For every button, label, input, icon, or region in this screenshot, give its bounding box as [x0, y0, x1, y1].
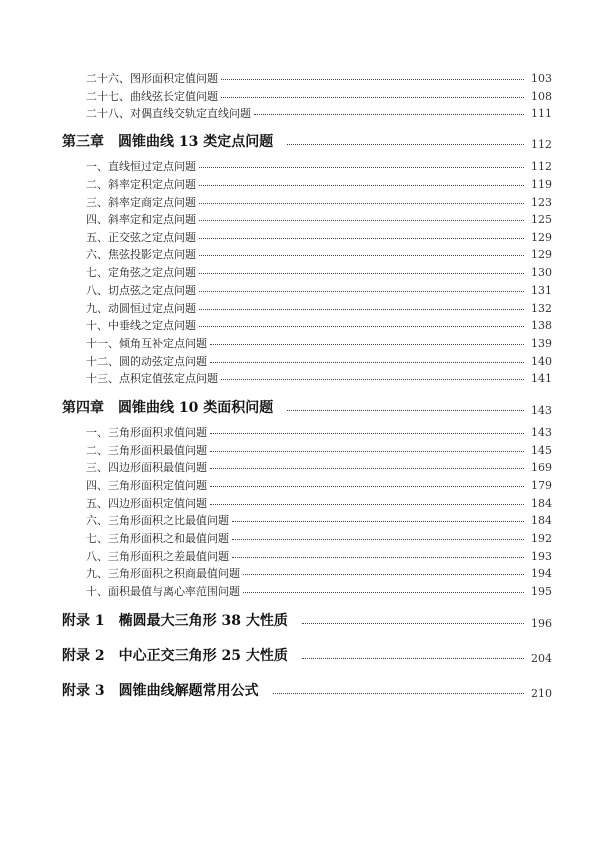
- dot-leader: [199, 255, 524, 256]
- toc-entry[interactable]: [86, 317, 552, 333]
- toc-entry-label: 三、斜率定商定点问题: [86, 196, 196, 209]
- toc-page-number: 131: [531, 283, 552, 297]
- toc-entry-label: 八、三角形面积之差最值问题: [86, 550, 229, 563]
- dot-leader: [210, 486, 524, 487]
- toc-entry[interactable]: [86, 229, 552, 245]
- toc-entry[interactable]: [86, 88, 552, 104]
- toc-entry-label: 九、三角形面积之积商最值问题: [86, 567, 240, 580]
- toc-entry-label: 七、三角形面积之和最值问题: [86, 532, 229, 545]
- dot-leader: [210, 468, 524, 469]
- toc-entry-label: 十三、点积定值弦定点问题: [86, 372, 218, 385]
- dot-leader: [199, 291, 524, 292]
- toc-page-number: 194: [531, 566, 552, 580]
- dot-leader: [243, 592, 524, 593]
- toc-entry-label: 四、三角形面积定值问题: [86, 479, 207, 492]
- toc-entry[interactable]: [86, 370, 552, 386]
- toc-entry-label: 十一、倾角互补定点问题: [86, 337, 207, 350]
- toc-entry-label: 二十七、曲线弦长定值问题: [86, 90, 218, 103]
- dot-leader: [199, 167, 524, 168]
- toc-entry-label: 一、三角形面积求值问题: [86, 426, 207, 439]
- toc-appendix-heading[interactable]: [62, 610, 552, 630]
- dot-leader: [199, 203, 524, 204]
- dot-leader: [210, 362, 524, 363]
- toc-entry[interactable]: [86, 105, 552, 121]
- toc-entry-label: 六、焦弦投影定点问题: [86, 248, 196, 261]
- toc-entry[interactable]: [86, 158, 552, 174]
- dot-leader: [221, 97, 524, 98]
- toc-page-number: 103: [531, 71, 552, 85]
- toc-entry[interactable]: [86, 583, 552, 599]
- toc-page-number: 195: [531, 584, 552, 598]
- toc-entry[interactable]: [86, 300, 552, 316]
- toc-entry[interactable]: [86, 548, 552, 564]
- toc-entry-label: 二、三角形面积最值问题: [86, 444, 207, 457]
- toc-page-number: 138: [531, 318, 552, 332]
- toc-page-number: 193: [531, 549, 552, 563]
- toc-page-number: 129: [531, 230, 552, 244]
- toc-entry-label: 五、四边形面积定值问题: [86, 497, 207, 510]
- appendix-title: 附录 2 中心正交三角形 25 大性质: [62, 648, 288, 664]
- toc-page-number: 210: [531, 686, 552, 700]
- toc-entry-label: 九、动圆恒过定点问题: [86, 302, 196, 315]
- dot-leader: [199, 309, 524, 310]
- toc-page-number: 119: [531, 177, 552, 191]
- dot-leader: [210, 504, 524, 505]
- toc-entry-label: 二十六、图形面积定值问题: [86, 72, 218, 85]
- toc-entry[interactable]: [86, 565, 552, 581]
- toc-entry[interactable]: [86, 335, 552, 351]
- toc-entry[interactable]: [86, 211, 552, 227]
- appendix-title: 附录 3 圆锥曲线解题常用公式: [62, 683, 259, 699]
- toc-entry[interactable]: [86, 194, 552, 210]
- toc-entry-label: 七、定角弦之定点问题: [86, 266, 196, 279]
- toc-page-number: 139: [531, 336, 552, 350]
- toc-entry[interactable]: [86, 530, 552, 546]
- toc-page-number: 108: [531, 89, 552, 103]
- dot-leader: [254, 114, 524, 115]
- toc-entry-label: 四、斜率定和定点问题: [86, 213, 196, 226]
- toc-entry[interactable]: [86, 353, 552, 369]
- chapter-title: 第四章 圆锥曲线 10 类面积问题: [62, 400, 274, 416]
- dot-leader: [302, 658, 524, 659]
- toc-appendix-heading[interactable]: [62, 645, 552, 665]
- dot-leader: [199, 273, 524, 274]
- dot-leader: [287, 144, 524, 145]
- dot-leader: [221, 79, 524, 80]
- toc-entry-label: 一、直线恒过定点问题: [86, 160, 196, 173]
- toc-entry[interactable]: [86, 176, 552, 192]
- dot-leader: [232, 557, 524, 558]
- dot-leader: [210, 433, 524, 434]
- toc-entry[interactable]: [86, 477, 552, 493]
- toc-entry-label: 二、斜率定积定点问题: [86, 178, 196, 191]
- toc-entry[interactable]: [86, 442, 552, 458]
- toc-entry[interactable]: [86, 495, 552, 511]
- dot-leader: [243, 574, 524, 575]
- toc-page-number: 179: [531, 478, 552, 492]
- toc-entry-label: 六、三角形面积之比最值问题: [86, 514, 229, 527]
- toc-page-number: 112: [531, 137, 552, 151]
- dot-leader: [199, 238, 524, 239]
- toc-page-number: 140: [531, 354, 552, 368]
- dot-leader: [210, 451, 524, 452]
- toc-entry[interactable]: [86, 424, 552, 440]
- toc-page-number: 143: [531, 425, 552, 439]
- toc-page-number: 145: [531, 443, 552, 457]
- toc-entry[interactable]: [86, 512, 552, 528]
- dot-leader: [302, 623, 524, 624]
- dot-leader: [199, 326, 524, 327]
- dot-leader: [199, 185, 524, 186]
- toc-entry-label: 八、切点弦之定点问题: [86, 284, 196, 297]
- toc-page-number: 125: [531, 212, 552, 226]
- toc-page-number: 141: [531, 371, 552, 385]
- dot-leader: [199, 220, 524, 221]
- toc-page-number: 143: [531, 403, 552, 417]
- toc-page-number: 112: [531, 159, 552, 173]
- toc-page-number: 192: [531, 531, 552, 545]
- toc-entry-label: 十二、圆的动弦定点问题: [86, 355, 207, 368]
- toc-entry[interactable]: [86, 264, 552, 280]
- toc-page-number: 123: [531, 195, 552, 209]
- toc-entry[interactable]: [86, 282, 552, 298]
- toc-page-number: 111: [531, 106, 552, 120]
- toc-page-number: 184: [531, 496, 552, 510]
- dot-leader: [273, 693, 524, 694]
- chapter-title: 第三章 圆锥曲线 13 类定点问题: [62, 134, 274, 150]
- toc-entry-label: 二十八、对偶直线交轨定直线问题: [86, 107, 251, 120]
- toc-entry-label: 十、中垂线之定点问题: [86, 319, 196, 332]
- appendix-title: 附录 1 椭圆最大三角形 38 大性质: [62, 613, 288, 629]
- toc-entry[interactable]: [86, 459, 552, 475]
- dot-leader: [210, 344, 524, 345]
- dot-leader: [287, 410, 524, 411]
- toc-page-number: 132: [531, 301, 552, 315]
- toc-chapter-heading[interactable]: [62, 131, 552, 151]
- toc-chapter-heading[interactable]: [62, 397, 552, 417]
- toc-page-number: 169: [531, 460, 552, 474]
- dot-leader: [221, 379, 524, 380]
- toc-page-number: 129: [531, 247, 552, 261]
- toc-page-number: 196: [531, 616, 552, 630]
- toc-entry-label: 五、正交弦之定点问题: [86, 231, 196, 244]
- toc-entry[interactable]: [86, 70, 552, 86]
- dot-leader: [232, 539, 524, 540]
- toc-page-number: 204: [531, 651, 552, 665]
- toc-page-number: 184: [531, 513, 552, 527]
- toc-appendix-heading[interactable]: [62, 680, 552, 700]
- toc-entry[interactable]: [86, 246, 552, 262]
- toc-entry-label: 十、面积最值与离心率范围问题: [86, 585, 240, 598]
- toc-page-number: 130: [531, 265, 552, 279]
- toc-entry-label: 三、四边形面积最值问题: [86, 461, 207, 474]
- dot-leader: [232, 521, 524, 522]
